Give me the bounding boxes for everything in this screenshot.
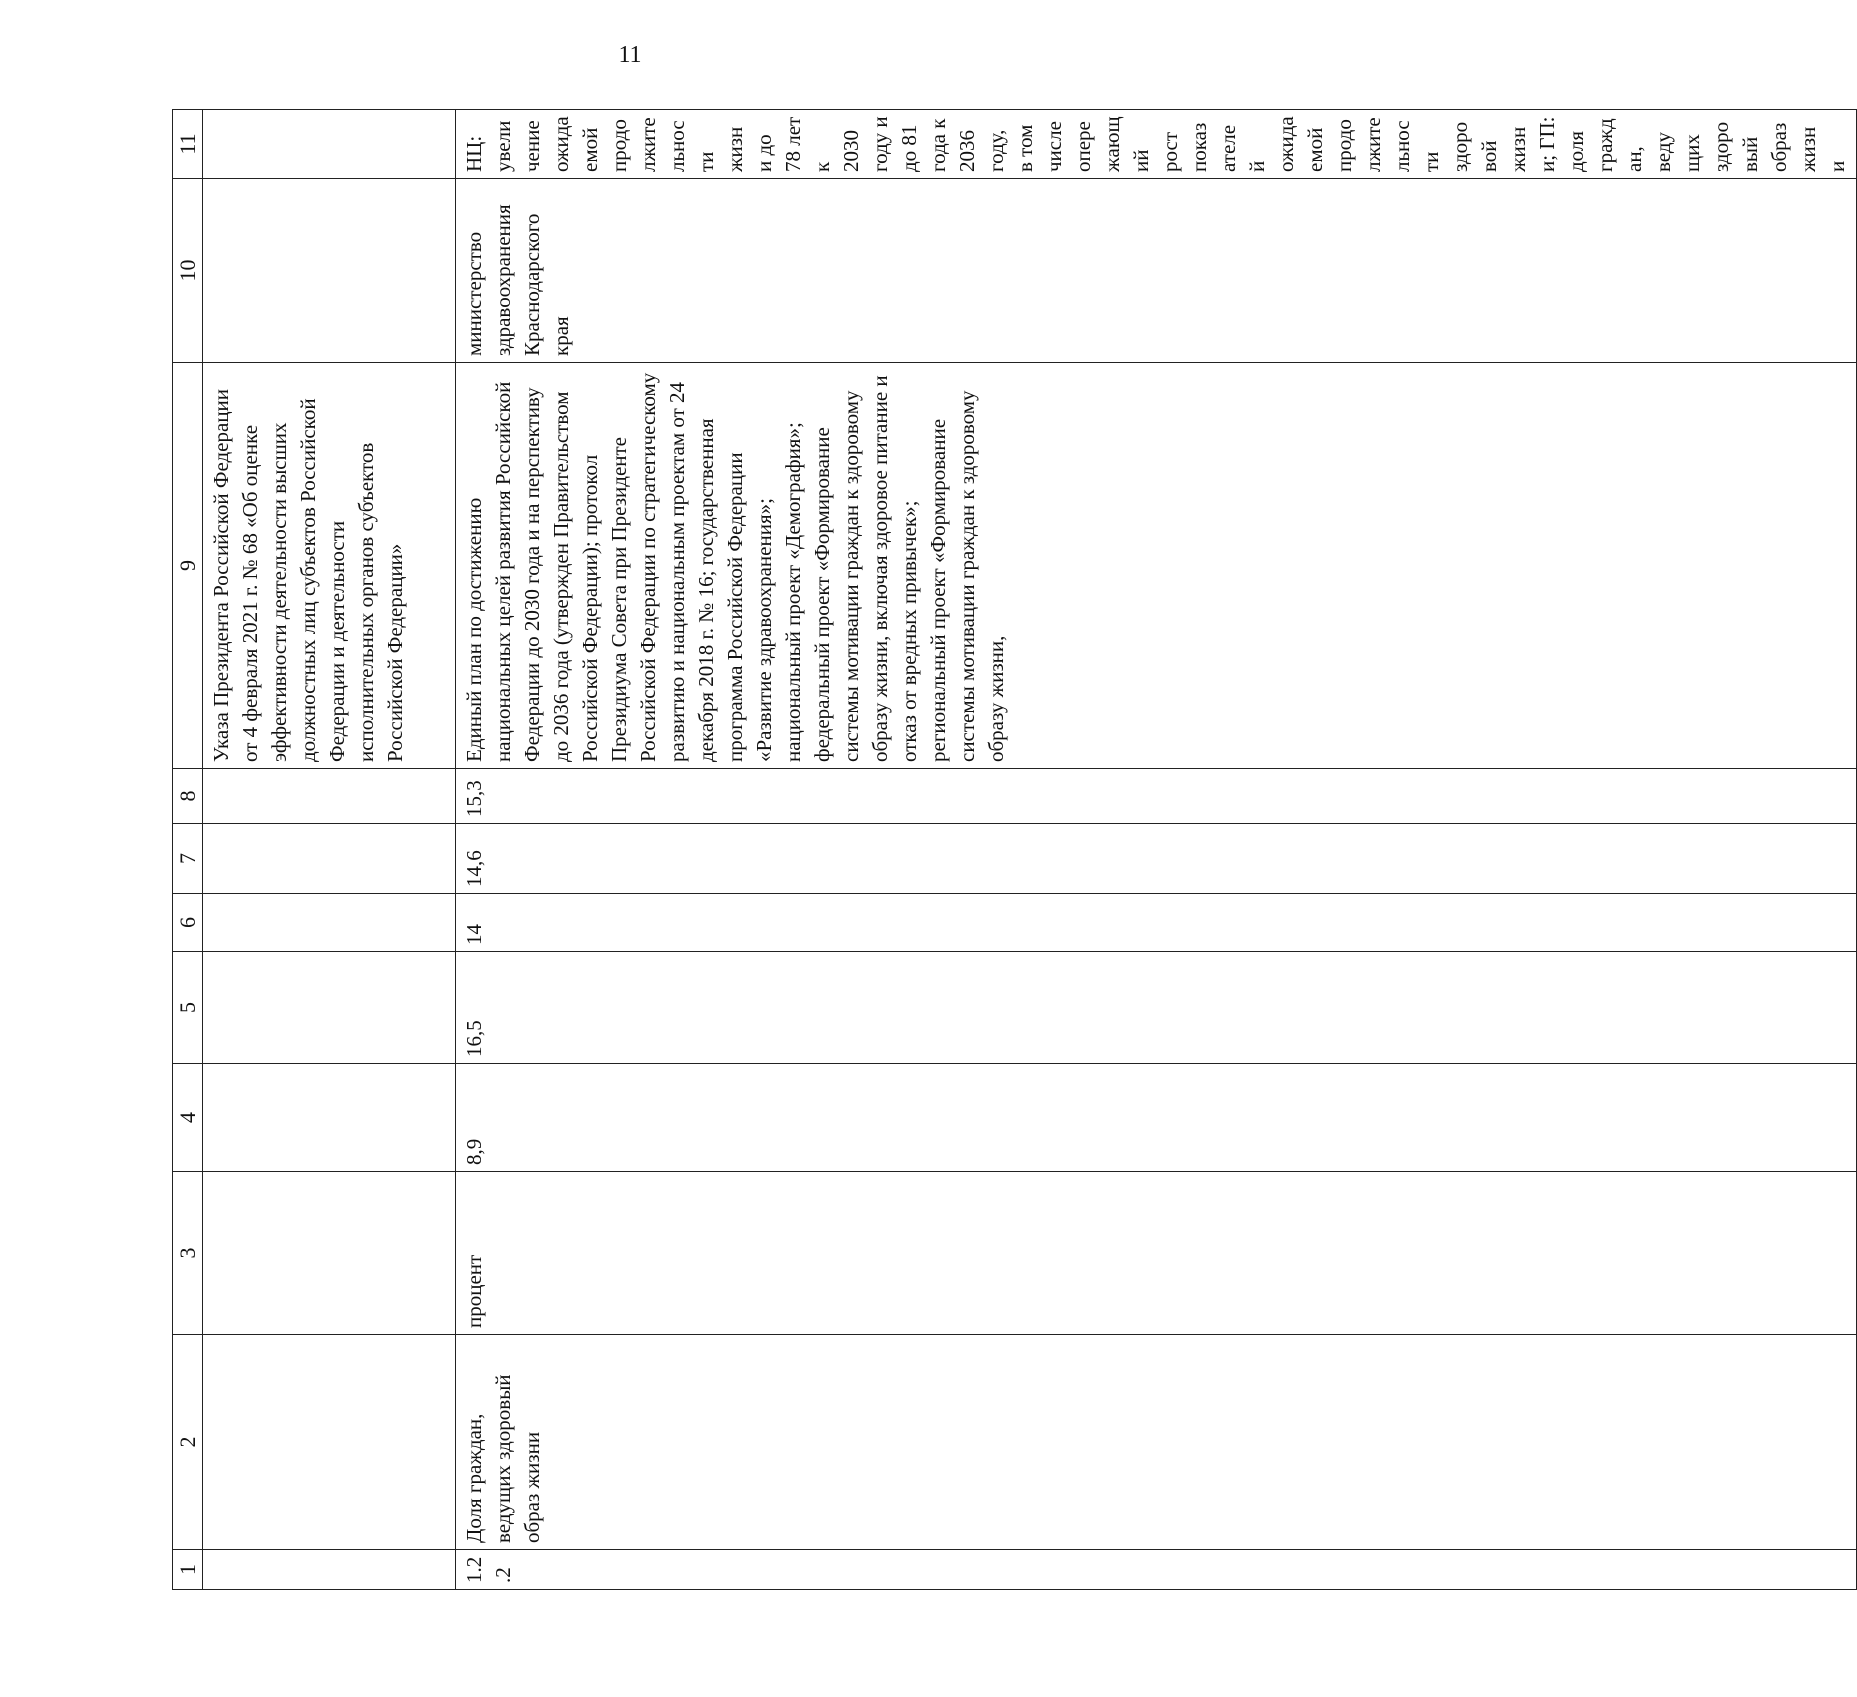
indicator-name: Доля граждан, ведущих здоровый образ жизни bbox=[456, 1335, 1857, 1550]
page-number: 11 bbox=[618, 42, 642, 68]
col-num-3: 3 bbox=[173, 1172, 203, 1335]
cell-empty bbox=[203, 179, 456, 363]
indicators-table bbox=[172, 109, 1857, 1590]
cell-empty bbox=[203, 894, 456, 952]
col-num-7: 7 bbox=[173, 824, 203, 894]
col-num-4: 4 bbox=[173, 1064, 203, 1172]
cell-empty bbox=[203, 824, 456, 894]
col-num-10: 10 bbox=[173, 179, 203, 363]
value-col-4: 8,9 bbox=[456, 1064, 1857, 1172]
col-num-9: 9 bbox=[173, 363, 203, 769]
value-col-6: 14 bbox=[456, 894, 1857, 952]
indicator-number: 1.2.2 bbox=[456, 1550, 1857, 1590]
continuation-row bbox=[203, 110, 456, 1590]
responsible-cell: министерство здравоохранения Краснодарского края bbox=[456, 179, 1857, 363]
cell-empty bbox=[203, 1335, 456, 1550]
documents-cell: Единый план по достижению национальных целей развития Российской Федерации до 2030 года и на перспективу до 2036 года (утвержден Правительством Российской Федерации); протокол Президиума Совета при Президенте Российской Федерации по стратегическому развитию и национальным проектам от 24 декабря 2018 г. № 16; государственная программа Российской Федерации «Развитие здравоохранения»; национальный проект «Демография»; федеральный проект «Формирование системы мотивации граждан к здоровому образу жизни, включая здоровое питание и отказ от вредных привычек»; региональный проект «Формирование системы мотивации граждан к здоровому образу жизни, bbox=[456, 363, 1857, 769]
col-num-11: 11 bbox=[173, 110, 203, 179]
col-num-1: 1 bbox=[173, 1550, 203, 1590]
cell-empty bbox=[203, 1550, 456, 1590]
cell-empty bbox=[203, 769, 456, 824]
cell-empty bbox=[203, 110, 456, 179]
column-number-row bbox=[173, 110, 203, 1590]
value-col-5: 16,5 bbox=[456, 952, 1857, 1064]
col-num-6: 6 bbox=[173, 894, 203, 952]
col-num-5: 5 bbox=[173, 952, 203, 1064]
link-cell: НЦ: увеличение ожидаемой продолжительности жизни до 78 лет к 2030 году и до 81 года к 2036 году, в том числе опережающий рост показателей ожидаемой продолжительности здоровой жизни; ГП: доля граждан, ведущих здоровый образ жизни bbox=[456, 110, 1857, 179]
cell-empty bbox=[203, 1172, 456, 1335]
unit-of-measure: процент bbox=[456, 1172, 1857, 1335]
rotated-table-wrapper bbox=[172, 110, 1849, 1590]
cell-empty bbox=[203, 1064, 456, 1172]
col-num-8: 8 bbox=[173, 769, 203, 824]
value-col-8: 15,3 bbox=[456, 769, 1857, 824]
col-num-2: 2 bbox=[173, 1335, 203, 1550]
continuation-documents-cell: Указа Президента Российской Федерации от 4 февраля 2021 г. № 68 «Об оценке эффективности деятельности высших должностных лиц субъектов Российской Федерации и деятельности исполнительных органов субъектов Российской Федерации» bbox=[203, 363, 456, 769]
value-col-7: 14,6 bbox=[456, 824, 1857, 894]
cell-empty bbox=[203, 952, 456, 1064]
table-row bbox=[456, 110, 1857, 1590]
